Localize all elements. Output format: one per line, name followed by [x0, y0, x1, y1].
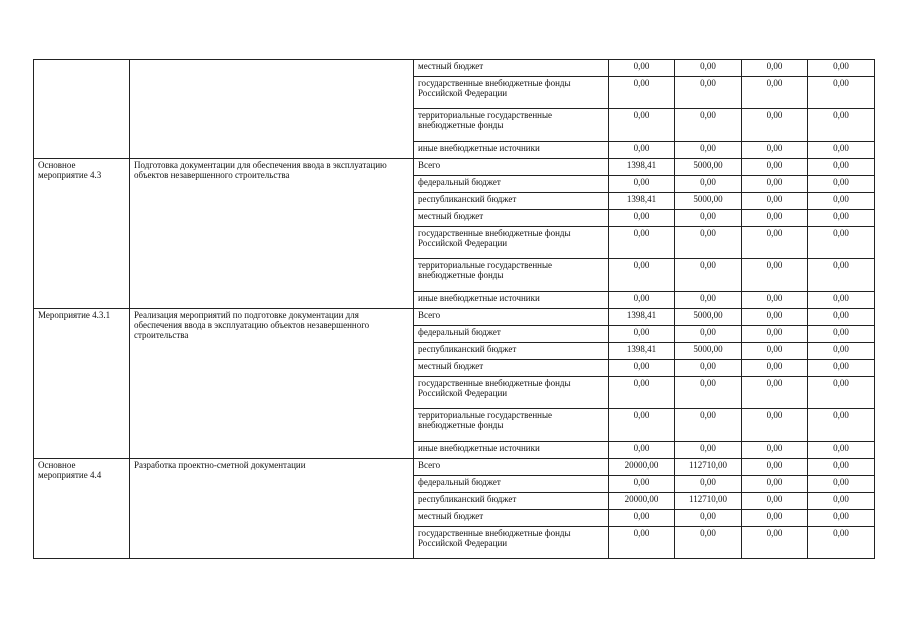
- funding-source: федеральный бюджет: [414, 326, 609, 343]
- amount-cell: 0,00: [609, 527, 675, 559]
- funding-source: государственные внебюджетные фонды Российской Федерации: [414, 227, 609, 259]
- amount-cell: 0,00: [675, 109, 742, 142]
- amount-cell: 0,00: [742, 176, 808, 193]
- amount-cell: 0,00: [808, 493, 875, 510]
- activity-code: [34, 60, 130, 159]
- amount-cell: 0,00: [609, 476, 675, 493]
- amount-cell: 0,00: [808, 227, 875, 259]
- amount-cell: 0,00: [742, 527, 808, 559]
- amount-cell: 112710,00: [675, 493, 742, 510]
- amount-cell: 0,00: [675, 442, 742, 459]
- funding-source: иные внебюджетные источники: [414, 442, 609, 459]
- amount-cell: 0,00: [742, 510, 808, 527]
- funding-source: территориальные государственные внебюджетные фонды: [414, 109, 609, 142]
- funding-table: [33, 59, 875, 559]
- amount-cell: 0,00: [609, 227, 675, 259]
- amount-cell: 0,00: [808, 377, 875, 409]
- amount-cell: 0,00: [742, 292, 808, 309]
- amount-cell: 0,00: [808, 309, 875, 326]
- amount-cell: 0,00: [742, 409, 808, 442]
- amount-cell: 0,00: [675, 476, 742, 493]
- amount-cell: 0,00: [808, 259, 875, 292]
- amount-cell: 0,00: [742, 326, 808, 343]
- amount-cell: 5000,00: [675, 193, 742, 210]
- amount-cell: 0,00: [675, 227, 742, 259]
- amount-cell: 0,00: [675, 259, 742, 292]
- amount-cell: 0,00: [742, 459, 808, 476]
- amount-cell: 0,00: [675, 527, 742, 559]
- amount-cell: 0,00: [742, 309, 808, 326]
- amount-cell: 0,00: [675, 292, 742, 309]
- table-body: [34, 60, 875, 559]
- amount-cell: 0,00: [675, 77, 742, 109]
- funding-source: иные внебюджетные источники: [414, 292, 609, 309]
- amount-cell: 0,00: [609, 360, 675, 377]
- activity-name: Разработка проектно-сметной документации: [130, 459, 414, 559]
- amount-cell: 0,00: [742, 60, 808, 77]
- amount-cell: 0,00: [609, 60, 675, 77]
- amount-cell: 0,00: [675, 326, 742, 343]
- funding-source: Всего: [414, 159, 609, 176]
- amount-cell: 0,00: [808, 476, 875, 493]
- funding-source: государственные внебюджетные фонды Российской Федерации: [414, 77, 609, 109]
- amount-cell: 1398,41: [609, 159, 675, 176]
- amount-cell: 20000,00: [609, 493, 675, 510]
- table-row: [34, 60, 875, 77]
- amount-cell: 0,00: [808, 527, 875, 559]
- amount-cell: 0,00: [808, 292, 875, 309]
- funding-source: местный бюджет: [414, 60, 609, 77]
- amount-cell: 0,00: [808, 409, 875, 442]
- activity-name: [130, 60, 414, 159]
- table-row: [34, 459, 875, 476]
- activity-name: Реализация мероприятий по подготовке документации для обеспечения ввода в эксплуатацию объектов незавершенного строительства: [130, 309, 414, 459]
- amount-cell: 0,00: [808, 176, 875, 193]
- activity-code: Основное мероприятие 4.4: [34, 459, 130, 559]
- amount-cell: 0,00: [675, 176, 742, 193]
- amount-cell: 0,00: [675, 510, 742, 527]
- table-row: [34, 309, 875, 326]
- amount-cell: 112710,00: [675, 459, 742, 476]
- amount-cell: 0,00: [609, 510, 675, 527]
- amount-cell: 20000,00: [609, 459, 675, 476]
- activity-code: Мероприятие 4.3.1: [34, 309, 130, 459]
- amount-cell: 0,00: [609, 77, 675, 109]
- amount-cell: 0,00: [609, 377, 675, 409]
- amount-cell: 0,00: [609, 409, 675, 442]
- amount-cell: 0,00: [742, 210, 808, 227]
- amount-cell: 0,00: [808, 109, 875, 142]
- amount-cell: 1398,41: [609, 343, 675, 360]
- amount-cell: 0,00: [742, 142, 808, 159]
- funding-source: Всего: [414, 459, 609, 476]
- amount-cell: 0,00: [742, 493, 808, 510]
- amount-cell: 0,00: [675, 377, 742, 409]
- amount-cell: 0,00: [808, 442, 875, 459]
- amount-cell: 0,00: [808, 360, 875, 377]
- amount-cell: 0,00: [609, 142, 675, 159]
- amount-cell: 1398,41: [609, 309, 675, 326]
- amount-cell: 0,00: [742, 77, 808, 109]
- funding-source: местный бюджет: [414, 360, 609, 377]
- funding-source: государственные внебюджетные фонды Российской Федерации: [414, 527, 609, 559]
- funding-source: республиканский бюджет: [414, 493, 609, 510]
- amount-cell: 1398,41: [609, 193, 675, 210]
- amount-cell: 0,00: [742, 360, 808, 377]
- funding-source: федеральный бюджет: [414, 176, 609, 193]
- amount-cell: 0,00: [808, 60, 875, 77]
- table-row: [34, 159, 875, 176]
- amount-cell: 0,00: [742, 343, 808, 360]
- amount-cell: 0,00: [808, 77, 875, 109]
- amount-cell: 0,00: [808, 510, 875, 527]
- amount-cell: 5000,00: [675, 343, 742, 360]
- amount-cell: 0,00: [675, 60, 742, 77]
- amount-cell: 0,00: [675, 360, 742, 377]
- amount-cell: 0,00: [609, 326, 675, 343]
- amount-cell: 0,00: [609, 442, 675, 459]
- activity-name: Подготовка документации для обеспечения ввода в эксплуатацию объектов незавершенного строительства: [130, 159, 414, 309]
- funding-source: федеральный бюджет: [414, 476, 609, 493]
- funding-source: местный бюджет: [414, 510, 609, 527]
- activity-code: Основное мероприятие 4.3: [34, 159, 130, 309]
- amount-cell: 0,00: [609, 210, 675, 227]
- amount-cell: 0,00: [742, 227, 808, 259]
- amount-cell: 0,00: [742, 259, 808, 292]
- amount-cell: 0,00: [742, 109, 808, 142]
- amount-cell: 0,00: [808, 459, 875, 476]
- amount-cell: 0,00: [675, 210, 742, 227]
- amount-cell: 5000,00: [675, 309, 742, 326]
- amount-cell: 0,00: [808, 343, 875, 360]
- amount-cell: 0,00: [808, 159, 875, 176]
- amount-cell: 0,00: [609, 259, 675, 292]
- funding-source: местный бюджет: [414, 210, 609, 227]
- amount-cell: 0,00: [609, 109, 675, 142]
- amount-cell: 0,00: [808, 210, 875, 227]
- amount-cell: 0,00: [675, 409, 742, 442]
- amount-cell: 0,00: [609, 176, 675, 193]
- funding-source: территориальные государственные внебюджетные фонды: [414, 409, 609, 442]
- amount-cell: 0,00: [742, 159, 808, 176]
- amount-cell: 0,00: [742, 377, 808, 409]
- funding-source: республиканский бюджет: [414, 193, 609, 210]
- amount-cell: 0,00: [742, 442, 808, 459]
- funding-source: Всего: [414, 309, 609, 326]
- amount-cell: 0,00: [808, 326, 875, 343]
- amount-cell: 0,00: [609, 292, 675, 309]
- amount-cell: 0,00: [742, 193, 808, 210]
- funding-source: территориальные государственные внебюджетные фонды: [414, 259, 609, 292]
- funding-source: государственные внебюджетные фонды Российской Федерации: [414, 377, 609, 409]
- amount-cell: 0,00: [742, 476, 808, 493]
- amount-cell: 5000,00: [675, 159, 742, 176]
- amount-cell: 0,00: [808, 193, 875, 210]
- funding-source: республиканский бюджет: [414, 343, 609, 360]
- amount-cell: 0,00: [675, 142, 742, 159]
- funding-source: иные внебюджетные источники: [414, 142, 609, 159]
- amount-cell: 0,00: [808, 142, 875, 159]
